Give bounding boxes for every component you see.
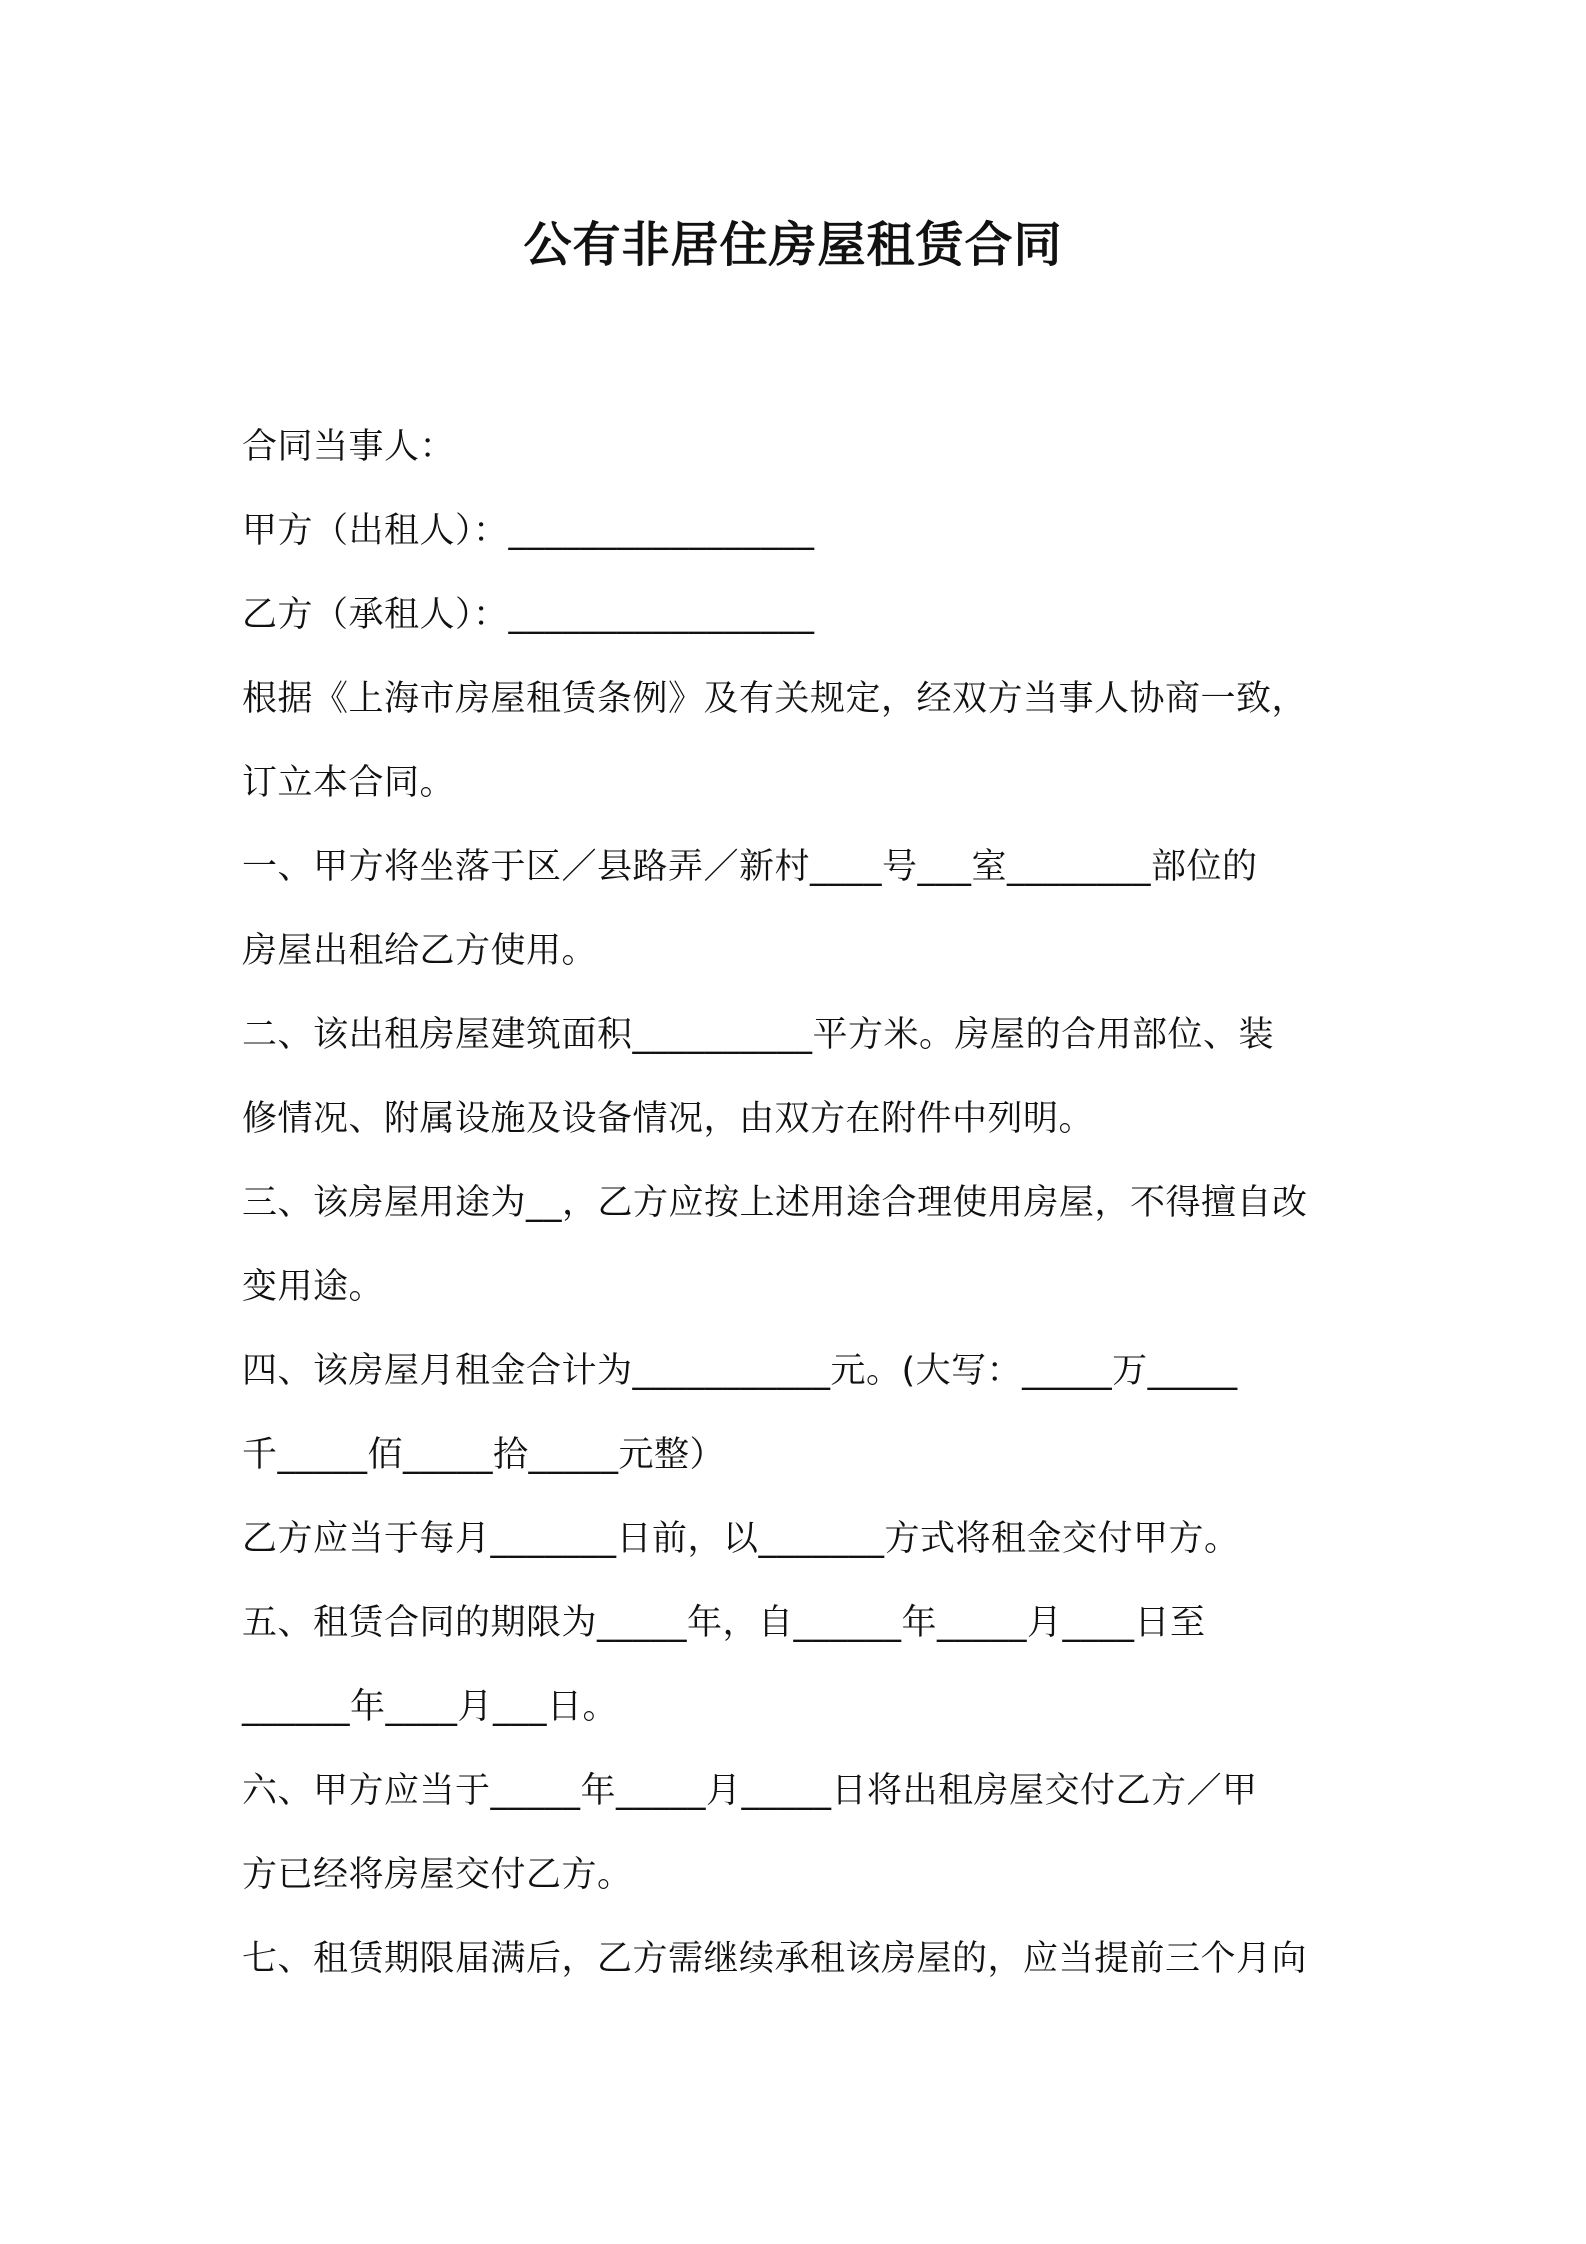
party-a-line: 甲方（出租人）：_________________ <box>242 511 815 551</box>
clause-6-line-1: 六、甲方应当于_____年_____月_____日将出租房屋交付乙方／甲 <box>242 1771 1258 1811</box>
clause-7-line-1: 七、租赁期限届满后，乙方需继续承租该房屋的，应当提前三个月向 <box>242 1939 1308 1979</box>
preamble-line-1: 根据《上海市房屋租赁条例》及有关规定，经双方当事人协商一致， <box>242 679 1308 719</box>
document-body <box>242 405 1362 2001</box>
clause-5-line-2: ______年____月___日。 <box>242 1687 619 1727</box>
clause-1-line-1: 一、甲方将坐落于区／县路弄／新村____号___室________部位的 <box>242 847 1258 887</box>
clause-4-line-1: 四、该房屋月租金合计为___________元。(大写：_____万_____ <box>242 1351 1238 1391</box>
clause-2-line-2: 修情况、附属设施及设备情况，由双方在附件中列明。 <box>242 1099 1095 1139</box>
clause-4-line-2: 千_____佰_____拾_____元整） <box>242 1435 726 1475</box>
preamble-line-2: 订立本合同。 <box>242 763 456 803</box>
clause-6-line-2: 方已经将房屋交付乙方。 <box>242 1855 633 1895</box>
clause-4-line-3: 乙方应当于每月_______日前，以_______方式将租金交付甲方。 <box>242 1519 1240 1559</box>
parties-heading: 合同当事人： <box>242 427 456 467</box>
clause-1-line-2: 房屋出租给乙方使用。 <box>242 931 598 971</box>
clause-5-line-1: 五、租赁合同的期限为_____年，自______年_____月____日至 <box>242 1603 1206 1643</box>
clause-3-line-2: 变用途。 <box>242 1267 385 1307</box>
document-title: 公有非居住房屋租赁合同 <box>523 217 1063 273</box>
clause-3-line-1: 三、该房屋用途为__，乙方应按上述用途合理使用房屋，不得擅自改 <box>242 1183 1308 1223</box>
clause-2-line-1: 二、该出租房屋建筑面积__________平方米。房屋的合用部位、装 <box>242 1015 1275 1055</box>
party-b-line: 乙方（承租人）：_________________ <box>242 595 815 635</box>
